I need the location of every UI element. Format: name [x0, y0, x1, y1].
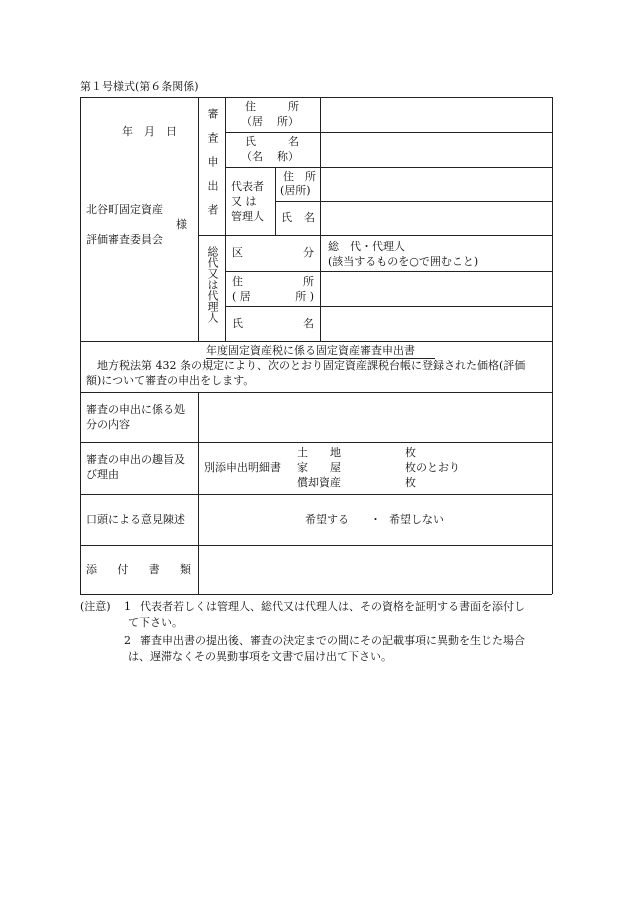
- form-number: 第１号様式(第６条関係): [80, 80, 199, 93]
- representative-label-3: 管理人: [231, 210, 264, 223]
- notes-label: (注意): [80, 600, 111, 613]
- oral-option-yes[interactable]: 希望する: [305, 513, 349, 526]
- representative-label-1: 代表者: [231, 180, 264, 193]
- addressee-honorific: 様: [176, 218, 187, 231]
- note-1-line-2: て下さい。: [128, 616, 183, 629]
- agent-category-label: 区 分: [232, 246, 314, 259]
- land-sheets: 枚: [405, 446, 416, 459]
- agent-address-label: 住 所: [232, 275, 314, 288]
- oral-option-no[interactable]: 希望しない: [389, 513, 444, 526]
- applicant-residence-label: （居 所）: [241, 115, 299, 128]
- disposition-label-1: 審査の申出に係る処: [86, 403, 185, 416]
- representative-residence-label: (居所): [280, 184, 311, 197]
- note-2-number: 2: [124, 634, 131, 647]
- statement-line-1: 地方税法第 432 条の規定により、次のとおり固定資産課税台帳に登録された価格(評価: [97, 359, 526, 372]
- applicant-address-label: 住 所: [245, 100, 299, 113]
- agent-name-label: 氏 名: [232, 317, 314, 330]
- depreciable-assets-label: 償却資産: [297, 476, 341, 489]
- reason-label-1: 審査の申出の趣旨及: [86, 453, 185, 466]
- agent-category-options: 総 代・代理人: [328, 240, 405, 253]
- note-2-line-2: は、遅滞なくその異動事項を文書で届け出て下さい。: [128, 650, 392, 663]
- disposition-label-2: 分の内容: [86, 418, 130, 431]
- statement-line-2: 額)について審査の申出をします。: [86, 374, 255, 387]
- applicant-title-label: （名 称）: [241, 150, 299, 163]
- date-field: 年 月 日: [122, 125, 177, 138]
- representative-label-2: 又 は: [231, 195, 257, 208]
- reason-label-2: び理由: [86, 468, 119, 481]
- oral-statement-label: 口頭による意見陳述: [86, 513, 185, 526]
- addressee-line-1: 北谷町固定資産: [86, 203, 163, 216]
- representative-address-label: 住 所: [283, 170, 316, 183]
- attached-statement-label: 別添申出明細書: [204, 461, 281, 474]
- note-1-number: 1: [124, 600, 131, 613]
- depreciable-sheets: 枚: [405, 476, 416, 489]
- house-sheets: 枚のとおり: [405, 461, 460, 474]
- oral-option-separator: ・: [370, 513, 381, 526]
- agent-header: 総代又は代理人: [206, 246, 219, 323]
- house-label: 家 屋: [297, 461, 341, 474]
- document-title: 年度固定資産税に係る固定資産審査申出書: [206, 344, 435, 359]
- agent-category-note: (該当するものを○で囲むこと): [328, 255, 479, 268]
- land-label: 土 地: [297, 446, 341, 459]
- attachments-label: 添 付 書 類: [86, 563, 191, 576]
- applicant-name-label: 氏 名: [245, 135, 299, 148]
- note-2-line-1: 審査申出書の提出後、審査の決定までの間にその記載事項に異動を生じた場合: [140, 634, 525, 647]
- note-1-line-1: 代表者若しくは管理人、総代又は代理人は、その資格を証明する書面を添付し: [140, 600, 525, 613]
- applicant-header: 審査申出者: [206, 108, 219, 228]
- representative-name-label: 氏 名: [281, 211, 315, 224]
- agent-residence-label: ( 居 所 ): [232, 290, 314, 303]
- addressee-line-2: 評価審査委員会: [86, 233, 163, 246]
